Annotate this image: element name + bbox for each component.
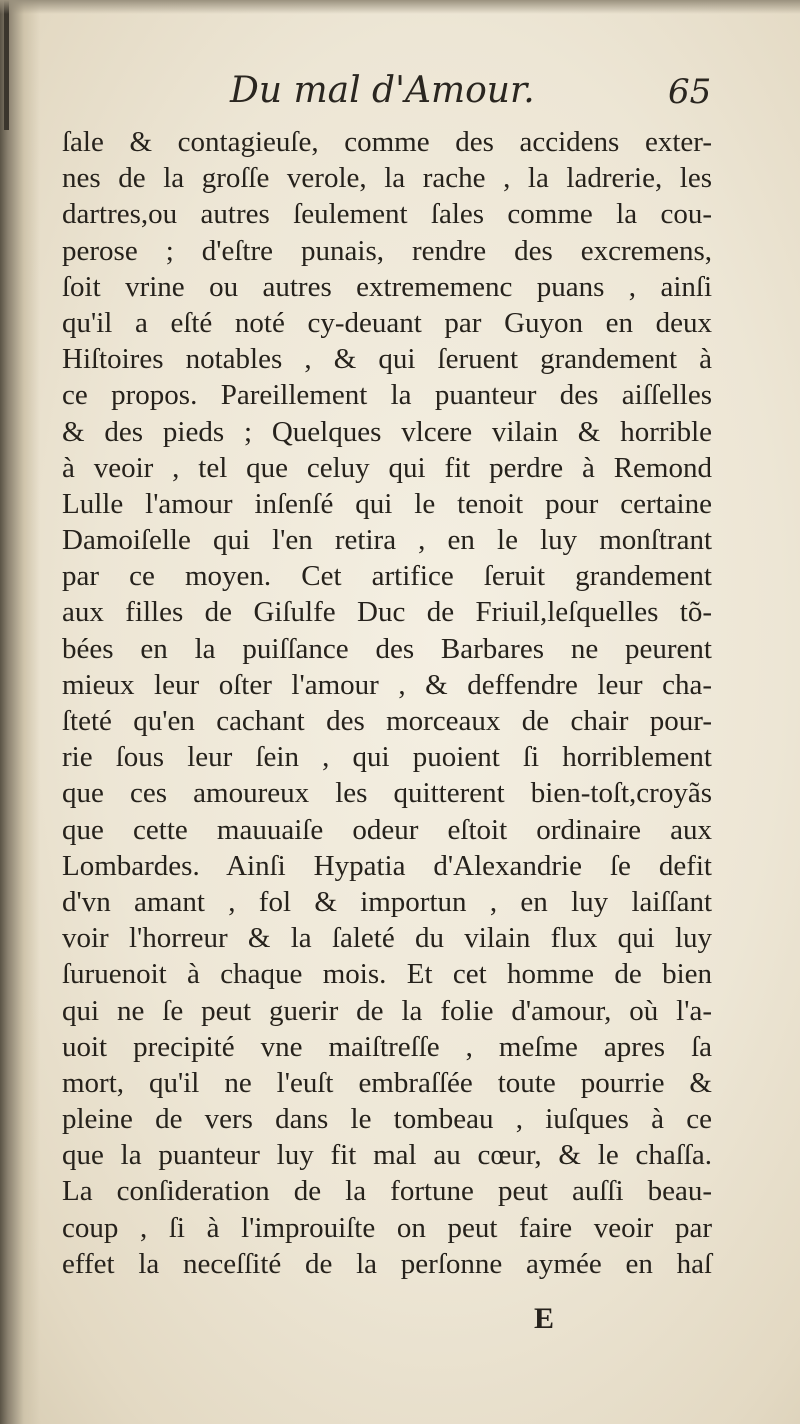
- text-line: nes de la groſſe verole, la rache , la ladrerie, les: [62, 162, 712, 195]
- text-line: bées en la puiſſance des Barbares ne peurent: [62, 632, 712, 665]
- signature-mark: E: [534, 1302, 555, 1335]
- text-line: Damoiſelle qui l'en retira , en le luy monſtrant: [62, 524, 712, 557]
- text-line: par ce moyen. Cet artifice ſeruit grandement: [62, 560, 712, 593]
- text-line: ſuruenoit à chaque mois. Et cet homme de bien: [62, 958, 712, 991]
- text-line: mieux leur oſter l'amour , & deffendre leur cha-: [62, 668, 712, 701]
- text-line: qui ne ſe peut guerir de la folie d'amour, où l'a-: [62, 994, 712, 1027]
- text-line: Lulle l'amour inſenſé qui le tenoit pour certaine: [62, 487, 712, 520]
- top-edge-shadow: [0, 0, 800, 14]
- text-line: que cette mauuaiſe odeur eſtoit ordinaire aux: [62, 813, 712, 846]
- text-line: uoit precipité vne maiſtreſſe , meſme apres ſa: [62, 1030, 712, 1063]
- spine-shadow: [0, 0, 40, 1424]
- text-line: ce propos. Pareillement la puanteur des aiſſelles: [62, 379, 712, 412]
- text-line: effet la neceſſité de la perſonne aymée en haſ: [62, 1247, 712, 1280]
- text-line: à veoir , tel que celuy qui fit perdre à Remond: [62, 451, 712, 484]
- text-line: ſale & contagieuſe, comme des accidens exter-: [62, 126, 712, 158]
- text-line: que ces amoureux les quitterent bien-toſt,croyãs: [62, 777, 712, 810]
- page-number: 65: [668, 72, 712, 112]
- text-line: Hiſtoires notables , & qui ſeruent grandement à: [62, 343, 712, 376]
- text-line: & des pieds ; Quelques vlcere vilain & horrible: [62, 415, 712, 448]
- text-line: d'vn amant , fol & importun , en luy laiſſant: [62, 885, 712, 918]
- text-line: aux filles de Giſulfe Duc de Friuil,leſquelles tõ-: [62, 596, 712, 629]
- text-line: perose ; d'eſtre punais, rendre des excremens,: [62, 234, 712, 267]
- text-line: rie ſous leur ſein , qui puoient ſi horriblement: [62, 741, 712, 774]
- body-text: [62, 124, 712, 1282]
- text-line: coup , ſi à l'improuiſte on peut faire veoir par: [62, 1211, 712, 1244]
- text-line: Lombardes. Ainſi Hypatia d'Alexandrie ſe defit: [62, 849, 712, 882]
- text-line: ſteté qu'en cachant des morceaux de chair pour-: [62, 705, 712, 737]
- text-line: mort, qu'il ne l'euſt embraſſée toute pourrie &: [62, 1066, 712, 1099]
- text-line: dartres,ou autres ſeulement ſales comme la cou-: [62, 198, 712, 231]
- text-line: voir l'horreur & la ſaleté du vilain flux qui luy: [62, 922, 712, 955]
- text-line: qu'il a eſté noté cy-deuant par Guyon en deux: [62, 306, 712, 339]
- text-line: ſoit vrine ou autres extrememenc puans , ainſi: [62, 270, 712, 303]
- text-line: pleine de vers dans le tombeau , iuſques à ce: [62, 1103, 712, 1136]
- text-line: que la puanteur luy fit mal au cœur, & le chaſſa.: [62, 1139, 712, 1172]
- running-head: Du mal d'Amour.: [230, 70, 535, 111]
- text-line: La conſideration de la fortune peut auſſi beau-: [62, 1175, 712, 1208]
- binding-edge: [4, 0, 9, 130]
